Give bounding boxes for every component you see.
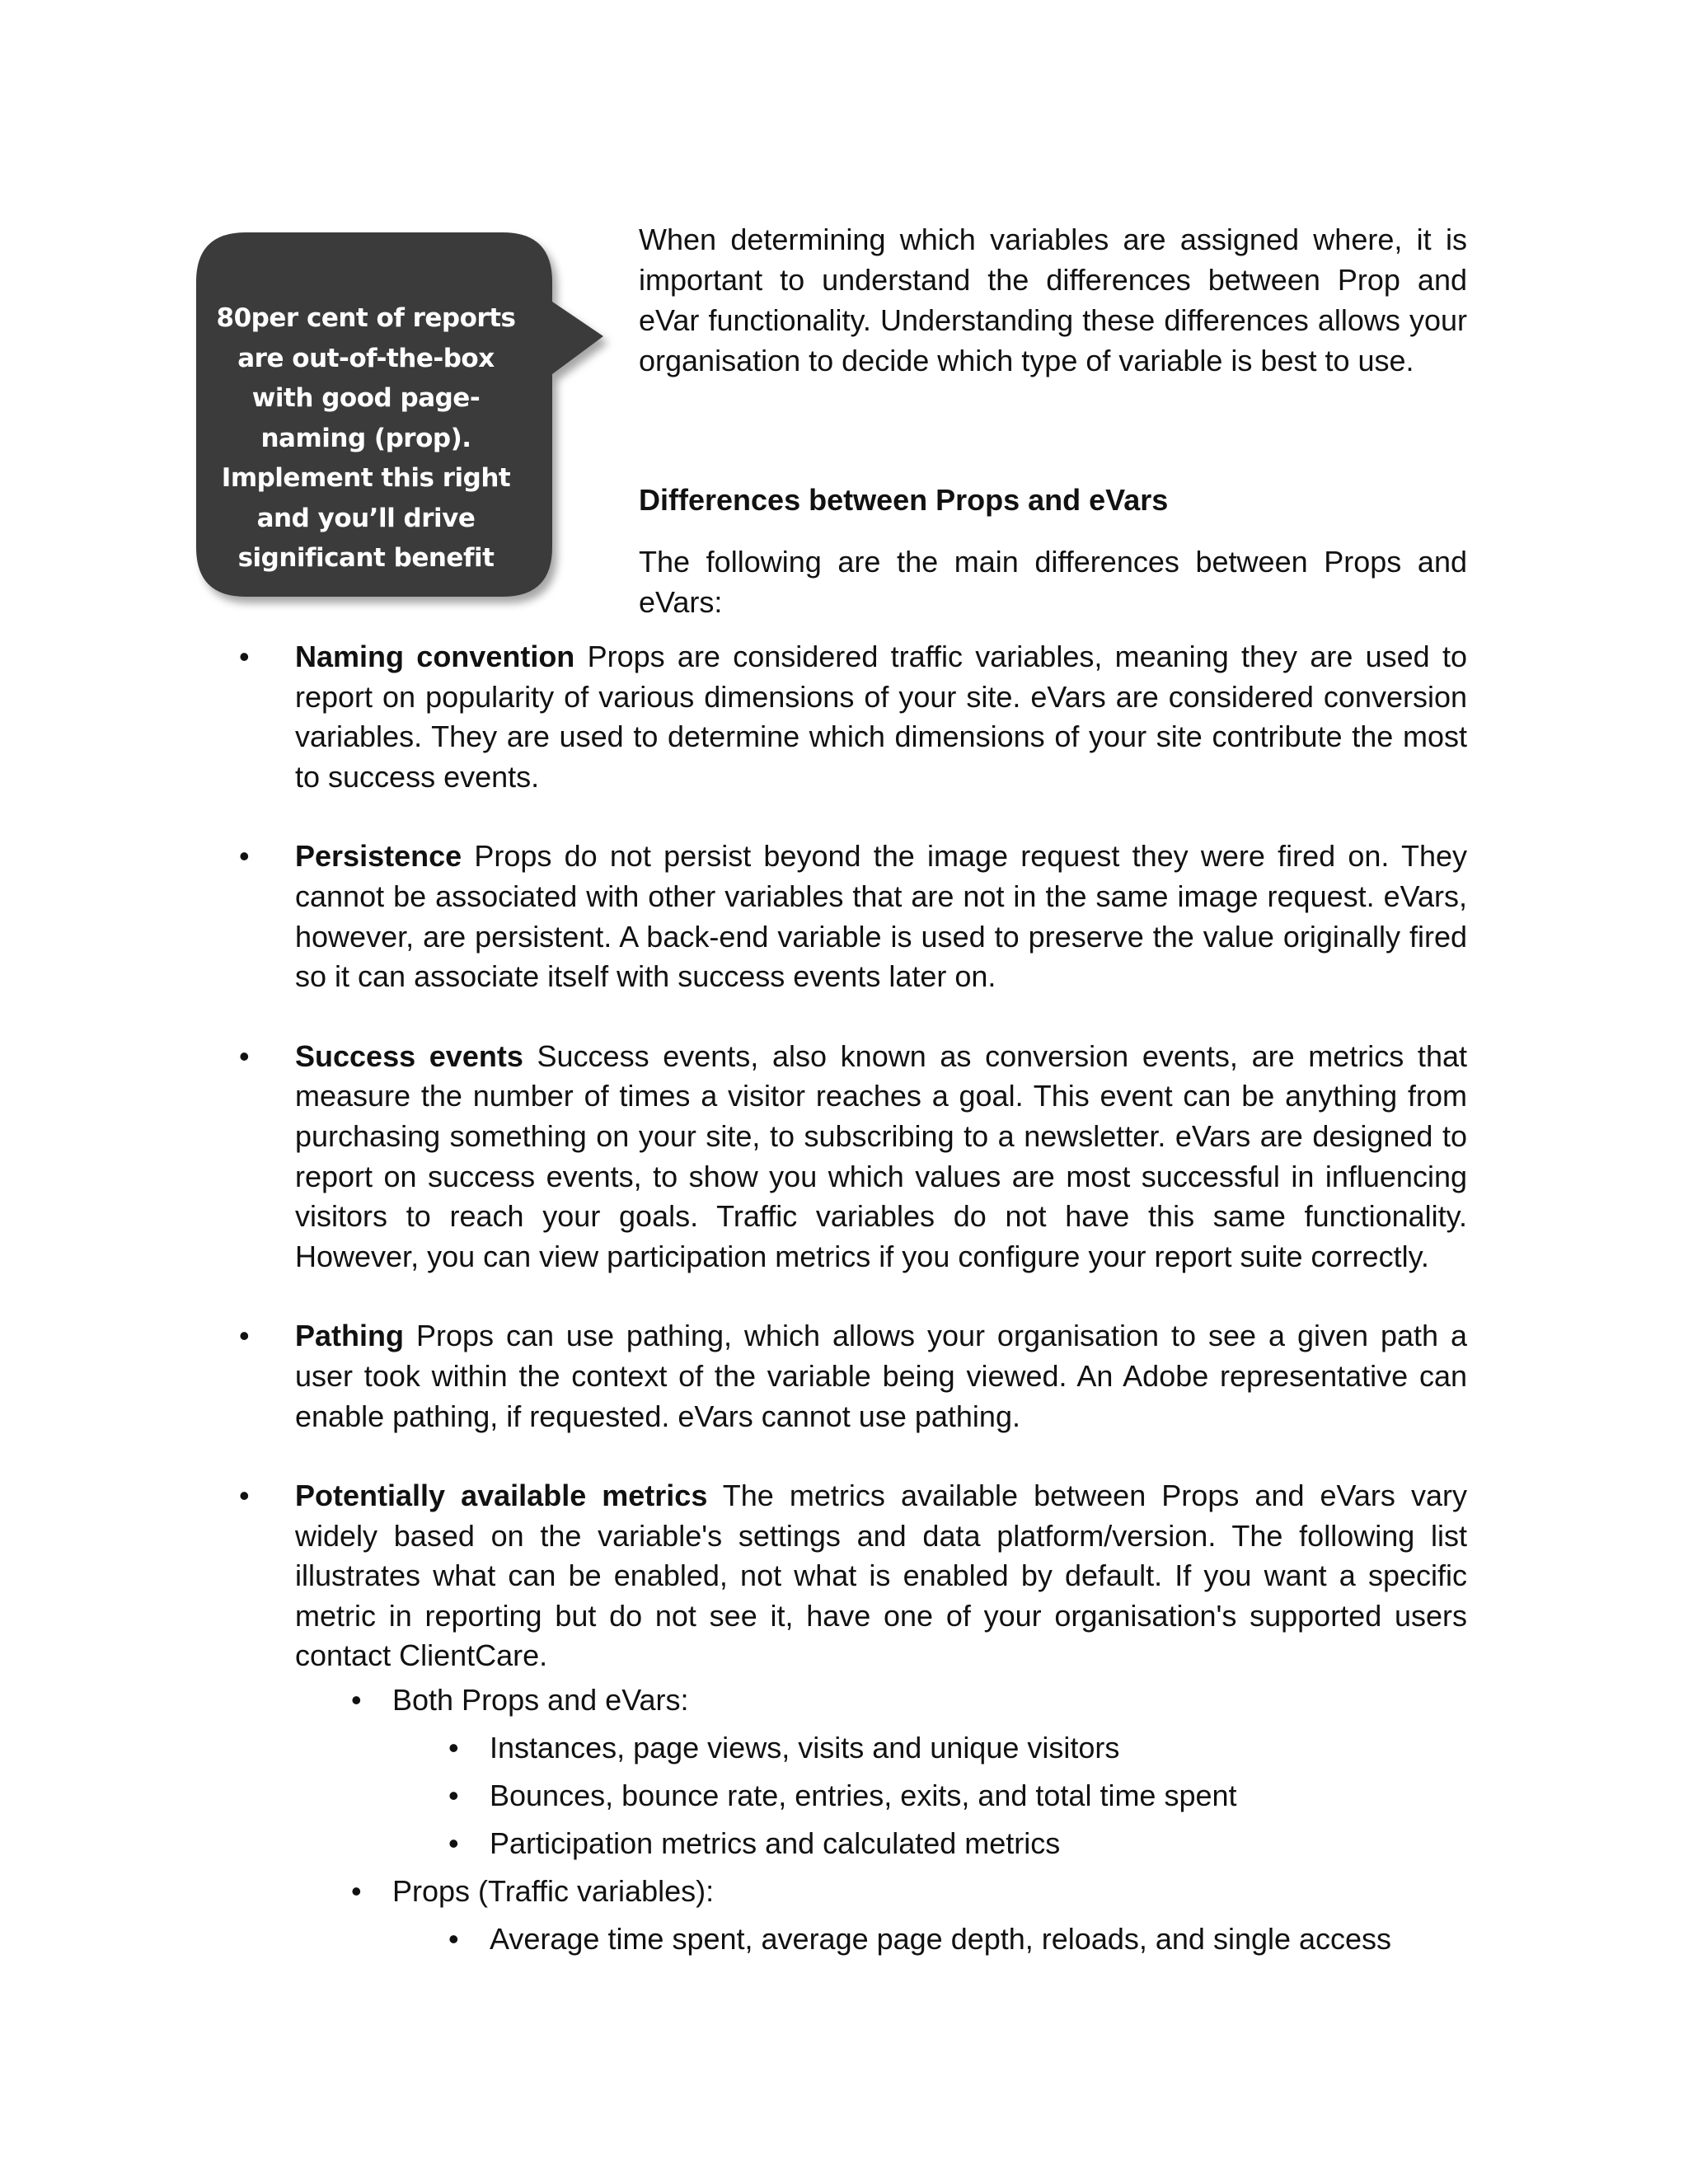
- callout-bubble: [196, 232, 556, 597]
- sublist-label: Both Props and eVars:: [392, 1683, 689, 1718]
- bullet-text: Props can use pathing, which allows your organisation to see a given path a user took within the context of the variable being viewed. An Adobe representative can enable pathing, if requested. eVars cannot use pathing.: [295, 1319, 1467, 1433]
- lead-paragraph: The following are the main differences between Props and eVars:: [639, 545, 1467, 619]
- nested-list-item: [448, 1820, 1467, 1868]
- nested-item-text: Bounces, bounce rate, entries, exits, and total time spent: [490, 1779, 1237, 1813]
- nested-list: [448, 1724, 1467, 1868]
- bullet-text: Props do not persist beyond the image request they were fired on. They cannot be associated with other variables that are not in the same image request. eVars, however, are persistent. A back-end variable is used to preserve the value originally fired so it can associate itself with success events later on.: [295, 839, 1467, 994]
- sublist-label: Props (Traffic variables):: [392, 1874, 715, 1909]
- bullet-icon: •: [448, 1779, 459, 1813]
- nested-list-item: [448, 1772, 1467, 1820]
- nested-item-text: Average time spent, average page depth, reloads, and single access: [490, 1922, 1392, 1957]
- bullet-icon: •: [448, 1731, 459, 1765]
- bullet-icon: •: [448, 1922, 459, 1957]
- bullet-term: Pathing: [295, 1319, 404, 1353]
- differences-list: [239, 637, 1467, 1963]
- list-item-available-metrics: [239, 1476, 1467, 1963]
- bullet-text: Props are considered traffic variables, meaning they are used to report on popularity of various dimensions of your site. eVars are considered conversion variables. They are used to determine which dimensions of your site contribute the most to success events.: [295, 640, 1467, 794]
- nested-item-text: Participation metrics and calculated metrics: [490, 1826, 1061, 1861]
- bullet-term: Persistence: [295, 839, 462, 874]
- list-item-success-events: [239, 1037, 1467, 1277]
- bullet-icon: •: [239, 839, 250, 874]
- nested-list-item: [448, 1915, 1467, 1963]
- list-item-pathing: [239, 1316, 1467, 1436]
- bullet-icon: •: [239, 1479, 250, 1513]
- bullet-text: Success events, also known as conversion events, are metrics that measure the number of times a visitor reaches a goal. This event can be anything from purchasing something on your site, to subscribing to a newsletter. eVars are designed to report on success events, to show you which values are most successful in influencing visitors to reach your goals. Traffic variables do not have this same functionality. However, you can view participation metrics if you configure your report suite correctly.: [295, 1038, 1467, 1273]
- list-item-naming-convention: [239, 637, 1467, 797]
- section-heading: Differences between Props and eVars: [639, 483, 1169, 517]
- bullet-icon: •: [239, 1319, 250, 1353]
- bullet-icon: •: [239, 1038, 250, 1073]
- nested-item-text: Instances, page views, visits and unique visitors: [490, 1731, 1120, 1765]
- bullet-icon: •: [351, 1874, 362, 1909]
- nested-list: [448, 1915, 1467, 1963]
- bullet-icon: •: [448, 1826, 459, 1861]
- intro-text: When determining which variables are assigned where, it is important to understand the differences between Prop and eVar functionality. Understanding these differences allows your organisation to decide which type of variable is best to use.: [639, 223, 1467, 377]
- bullet-icon: •: [351, 1683, 362, 1718]
- bullet-text: The metrics available between Props and eVars vary widely based on the variable's settings and data platform/version. The following list illustrates what can be enabled, not what is enabled by default. If you want a specific metric in reporting but do not see it, have one of your organisation's supported users contact ClientCare.: [295, 1479, 1467, 1673]
- intro-paragraph: [639, 219, 1467, 381]
- nested-list-item: [448, 1724, 1467, 1772]
- list-item-persistence: [239, 837, 1467, 996]
- bullet-icon: •: [239, 640, 250, 673]
- sublist-item-both: [351, 1676, 1467, 1868]
- callout-text: 80per cent of reports are out-of-the-box with good page-naming (prop). Implement this right and you’ll drive significant benefit: [216, 303, 516, 573]
- bullet-term: Naming convention: [295, 640, 575, 673]
- bullet-term: Success events: [295, 1038, 523, 1073]
- sublist-item-props: [351, 1868, 1467, 1963]
- metrics-sublist: [351, 1676, 1467, 1963]
- bullet-term: Potentially available metrics: [295, 1479, 708, 1513]
